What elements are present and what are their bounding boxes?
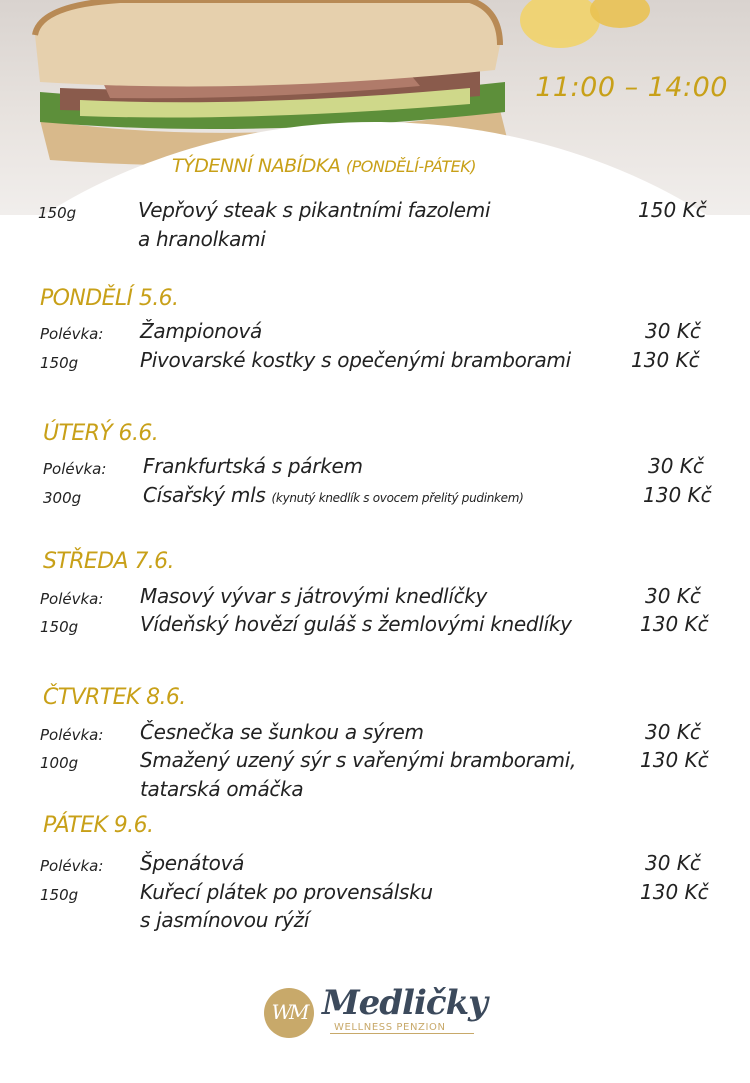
logo-name: Medličky — [322, 983, 487, 1023]
dish-name-text: Císařský mls — [143, 483, 266, 507]
logo-subtitle: WELLNESS PENZION — [334, 1022, 446, 1033]
soup-name: Masový vývar s játrovými knedlíčky — [140, 584, 488, 608]
dish-note: (kynutý knedlík s ovocem přelitý pudinkem) — [271, 491, 524, 505]
week-offer-title-text: TÝDENNÍ NABÍDKA — [172, 155, 341, 177]
dish-price: 150 Kč — [638, 198, 707, 222]
soup-label: Polévka: — [40, 325, 104, 343]
soup-label: Polévka: — [43, 460, 107, 478]
soup-label: Polévka: — [40, 726, 104, 744]
dish-quantity: 150g — [40, 886, 79, 904]
soup-label: Polévka: — [40, 857, 104, 875]
dish-price: 130 Kč — [640, 748, 709, 772]
dish-quantity: 150g — [40, 618, 79, 636]
dish-quantity: 150g — [38, 204, 77, 222]
dish-quantity: 100g — [40, 754, 79, 772]
dish-name: Vepřový steak s pikantními fazolemi — [138, 198, 491, 222]
dish-name: Vídeňský hovězí guláš s žemlovými knedlíky — [140, 612, 572, 636]
dish-name: Kuřecí plátek po provensálsku — [140, 880, 433, 904]
soup-name: Frankfurtská s párkem — [143, 454, 363, 478]
soup-name: Špenátová — [140, 851, 245, 875]
soup-name: Česnečka se šunkou a sýrem — [140, 720, 424, 744]
penzion-logo — [264, 983, 494, 1053]
soup-price: 30 Kč — [648, 454, 704, 478]
soup-price: 30 Kč — [645, 851, 701, 875]
opening-hours: 11:00 – 14:00 — [535, 72, 728, 103]
dish-quantity: 150g — [40, 354, 79, 372]
dish-price: 130 Kč — [640, 612, 709, 636]
dish-price: 130 Kč — [631, 348, 700, 372]
dish-name-cont: a hranolkami — [138, 227, 266, 251]
dish-name: Pivovarské kostky s opečenými bramborami — [140, 348, 571, 372]
logo-divider — [330, 1033, 474, 1034]
week-offer-range: (PONDĚLÍ-PÁTEK) — [345, 157, 476, 176]
day-title-wednesday: STŘEDA 7.6. — [43, 549, 174, 574]
soup-price: 30 Kč — [645, 720, 701, 744]
day-title-thursday: ČTVRTEK 8.6. — [43, 685, 186, 710]
soup-price: 30 Kč — [645, 584, 701, 608]
dish-quantity: 300g — [43, 489, 82, 507]
day-title-friday: PÁTEK 9.6. — [43, 813, 154, 838]
soup-price: 30 Kč — [645, 319, 701, 343]
dish-name-cont: s jasmínovou rýží — [140, 908, 310, 932]
soup-label: Polévka: — [40, 590, 104, 608]
soup-name: Žampionová — [140, 319, 262, 343]
day-title-monday: PONDĚLÍ 5.6. — [40, 286, 179, 311]
logo-monogram: WM — [271, 1000, 307, 1024]
dish-name — [143, 483, 524, 507]
day-title-tuesday: ÚTERÝ 6.6. — [43, 421, 159, 446]
dish-price: 130 Kč — [640, 880, 709, 904]
dish-name-cont: tatarská omáčka — [140, 777, 304, 801]
dish-name: Smažený uzený sýr s vařenými bramborami, — [140, 748, 577, 772]
dish-price: 130 Kč — [643, 483, 712, 507]
